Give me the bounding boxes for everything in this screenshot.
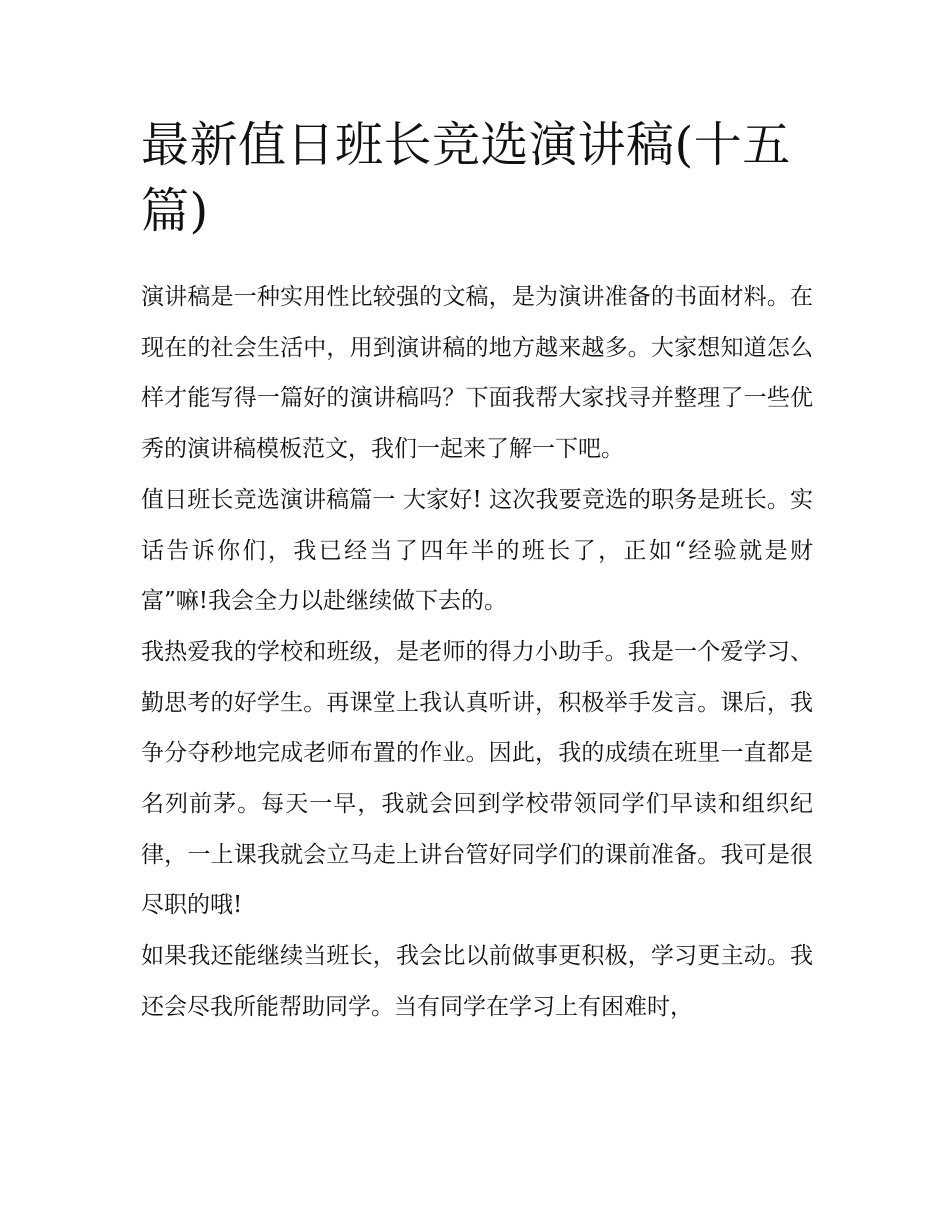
paragraph-achievements: 我热爱我的学校和班级，是老师的得力小助手。我是一个爱学习、勤思考的好学生。再课堂上我认真听讲，积极举手发言。课后，我争分夺秒地完成老师布置的作业。因此，我的成绩在班里一直都是名列前茅。每天一早，我就会回到学校带领同学们早读和组织纪律，一上课我就会立马走上讲台管好同学们的课前准备。我可是很尽职的哦! [141,638,813,919]
document-page [141,112,813,1033]
paragraph-intro: 演讲稿是一种实用性比较强的文稿，是为演讲准备的书面材料。在现在的社会生活中，用到演讲稿的地方越来越多。大家想知道怎么样才能写得一篇好的演讲稿吗？下面我帮大家找寻并整理了一些优秀的演讲稿模板范文，我们一起来了解一下吧。 [141,284,813,463]
document-body [141,272,813,1033]
paragraph-speech-opening: 值日班长竞选演讲稿篇一 大家好! 这次我要竞选的职务是班长。实话告诉你们，我已经当了四年半的班长了，正如“经验就是财富”嘛!我会全力以赴继续做下去的。 [141,486,813,615]
paragraph-promise: 如果我还能继续当班长，我会比以前做事更积极，学习更主动。我还会尽我所能帮助同学。当有同学在学习上有困难时， [141,943,813,1020]
document-title: 最新值日班长竞选演讲稿(十五篇) [141,117,791,239]
